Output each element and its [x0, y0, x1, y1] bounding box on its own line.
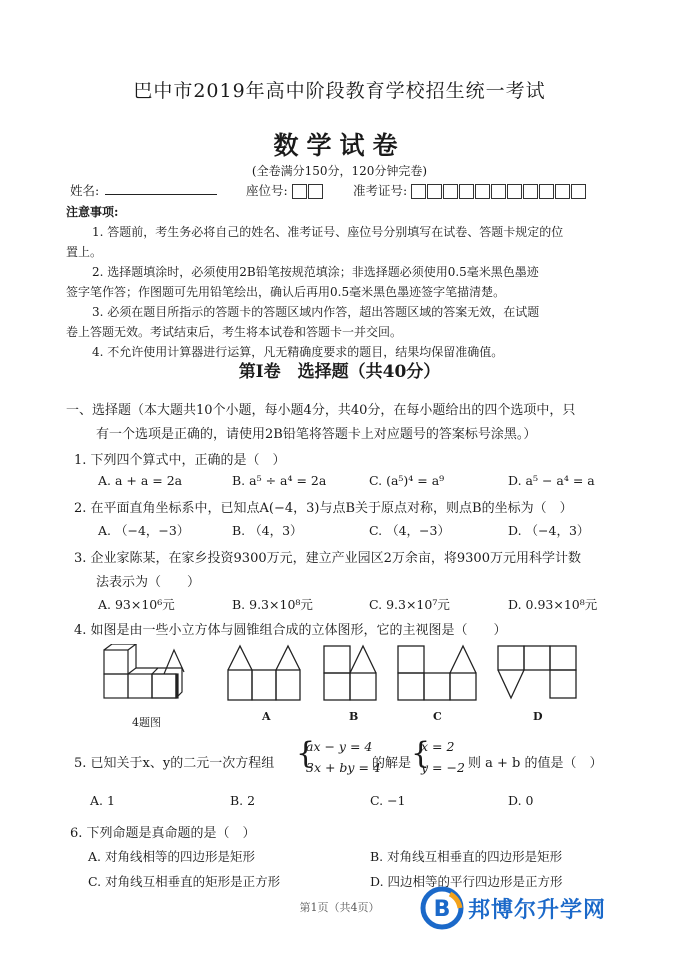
q6-option-b: B. 对角线互相垂直的四边形是矩形 — [370, 849, 563, 864]
q3-option-a: A. 93×10⁶元 — [98, 597, 175, 612]
exam-number-boxes — [411, 184, 587, 199]
q4-option-a: A — [262, 710, 271, 723]
question-3-cont: 法表示为（ ） — [96, 575, 201, 590]
q5-mid-text: 的解是 — [372, 756, 412, 771]
exam-meta: (全卷满分150分，120分钟完卷) — [251, 164, 428, 178]
q4-option-d-figure — [496, 644, 580, 704]
q4-solid-figure — [98, 644, 208, 708]
q5-solution-1: x = 2 — [421, 739, 455, 754]
q6-option-a: A. 对角线相等的四边形是矩形 — [88, 849, 255, 864]
notice-item: 卷上答题无效。考试结束后，考生将本试卷和答题卡一并交回。 — [66, 325, 403, 339]
q1-option-c: C. (a⁵)⁴ = a⁹ — [369, 473, 445, 488]
q4-option-a-figure — [226, 644, 310, 704]
q4-option-b-figure — [322, 644, 382, 704]
q3-option-c: C. 9.3×10⁷元 — [369, 597, 450, 612]
question-1: 1. 下列四个算式中，正确的是（ ） — [74, 453, 286, 468]
exam-number-field — [353, 181, 587, 199]
q4-option-b: B — [349, 710, 359, 723]
seat-boxes — [292, 184, 324, 199]
q4-option-c-figure — [396, 644, 480, 704]
name-blank — [105, 181, 217, 195]
name-label: 姓名: — [70, 183, 100, 198]
q5-brace-left: { — [296, 736, 316, 771]
question-2: 2. 在平面直角坐标系中，已知点A(−4，3)与点B关于原点对称，则点B的坐标为（ ） — [74, 501, 573, 516]
name-field — [70, 181, 217, 199]
question-4: 4. 如图是由一些小立方体与圆锥组合成的立体图形，它的主视图是（ ） — [74, 623, 507, 638]
q3-option-d: D. 0.93×10⁸元 — [508, 597, 598, 612]
section-heading: 第Ⅰ卷 选择题（共40分） — [238, 362, 441, 382]
seat-field — [246, 181, 324, 199]
notice-item: 3. 必须在题目所指示的答题卡的答题区域内作答，超出答题区域的答案无效，在试题 — [92, 305, 540, 319]
seat-label: 座位号: — [246, 183, 288, 198]
q4-option-c: C — [433, 710, 442, 723]
q5-solution-2: y = −2 — [421, 760, 465, 775]
q1-option-b: B. a⁵ ÷ a⁴ = 2a — [232, 473, 327, 488]
q4-figure-label: 4题图 — [132, 716, 161, 729]
watermark-logo — [420, 886, 606, 930]
q5-equation-2: 3x + by = 4 — [306, 760, 381, 775]
exam-number-label: 准考证号: — [353, 183, 408, 198]
notice-item: 置上。 — [66, 245, 103, 259]
exam-title: 巴中市2019年高中阶段教育学校招生统一考试 — [133, 80, 546, 102]
notice-item: 4. 不允许使用计算器进行运算，凡无精确度要求的题目，结果均保留准确值。 — [92, 345, 504, 359]
logo-text: 邦博尔升学网 — [468, 897, 607, 923]
subject-title: 数学试卷 — [273, 131, 406, 160]
q5-post-text: 则 a + b 的值是（ ） — [468, 756, 603, 771]
logo-icon — [420, 886, 464, 930]
q1-option-a: A. a + a = 2a — [98, 473, 183, 488]
part-instructions: 一、选择题（本大题共10个小题，每小题4分，共40分，在每小题给出的四个选项中，只 — [66, 403, 576, 418]
notice-item: 1. 答题前，考生务必将自己的姓名、准考证号、座位号分别填写在试卷、答题卡规定的位 — [92, 225, 564, 239]
q6-option-d: D. 四边相等的平行四边形是正方形 — [370, 874, 563, 889]
page-number: 第1页（共4页） — [299, 901, 380, 914]
notice-item: 2. 选择题填涂时，必须使用2B铅笔按规范填涂；非选择题必须使用0.5毫米黑色墨迹 — [92, 265, 539, 279]
q5-option-c: C. −1 — [370, 793, 406, 808]
q5-option-d: D. 0 — [508, 793, 534, 808]
q4-option-d: D — [533, 710, 543, 723]
question-6: 6. 下列命题是真命题的是（ ） — [70, 826, 256, 841]
part-instructions: 有一个选项是正确的，请使用2B铅笔将答题卡上对应题号的答案标号涂黑。） — [96, 427, 537, 442]
q2-option-b: B. （4，3） — [232, 523, 303, 538]
q5-option-a: A. 1 — [90, 793, 115, 808]
q2-option-a: A. （−4，−3） — [98, 523, 190, 538]
q5-equation-1: ax − y = 4 — [306, 739, 373, 754]
q2-option-d: D. （−4，3） — [508, 523, 590, 538]
svg-text:B: B — [433, 897, 451, 922]
notice-item: 签字笔作答；作图题可先用铅笔绘出，确认后再用0.5毫米黑色墨迹签字笔描清楚。 — [66, 285, 506, 299]
q3-option-b: B. 9.3×10⁸元 — [232, 597, 313, 612]
question-3: 3. 企业家陈某，在家乡投资9300万元，建立产业园区2万余亩，将9300万元用科学计数 — [74, 551, 581, 566]
q5-option-b: B. 2 — [230, 793, 256, 808]
q2-option-c: C. （4，−3） — [369, 523, 450, 538]
question-5: 5. 已知关于x、y的二元一次方程组 — [74, 756, 275, 771]
q1-option-d: D. a⁵ − a⁴ = a — [508, 473, 595, 488]
q6-option-c: C. 对角线互相垂直的矩形是正方形 — [88, 874, 281, 889]
q5-brace-right: { — [411, 736, 431, 771]
notice-title: 注意事项: — [66, 205, 119, 219]
